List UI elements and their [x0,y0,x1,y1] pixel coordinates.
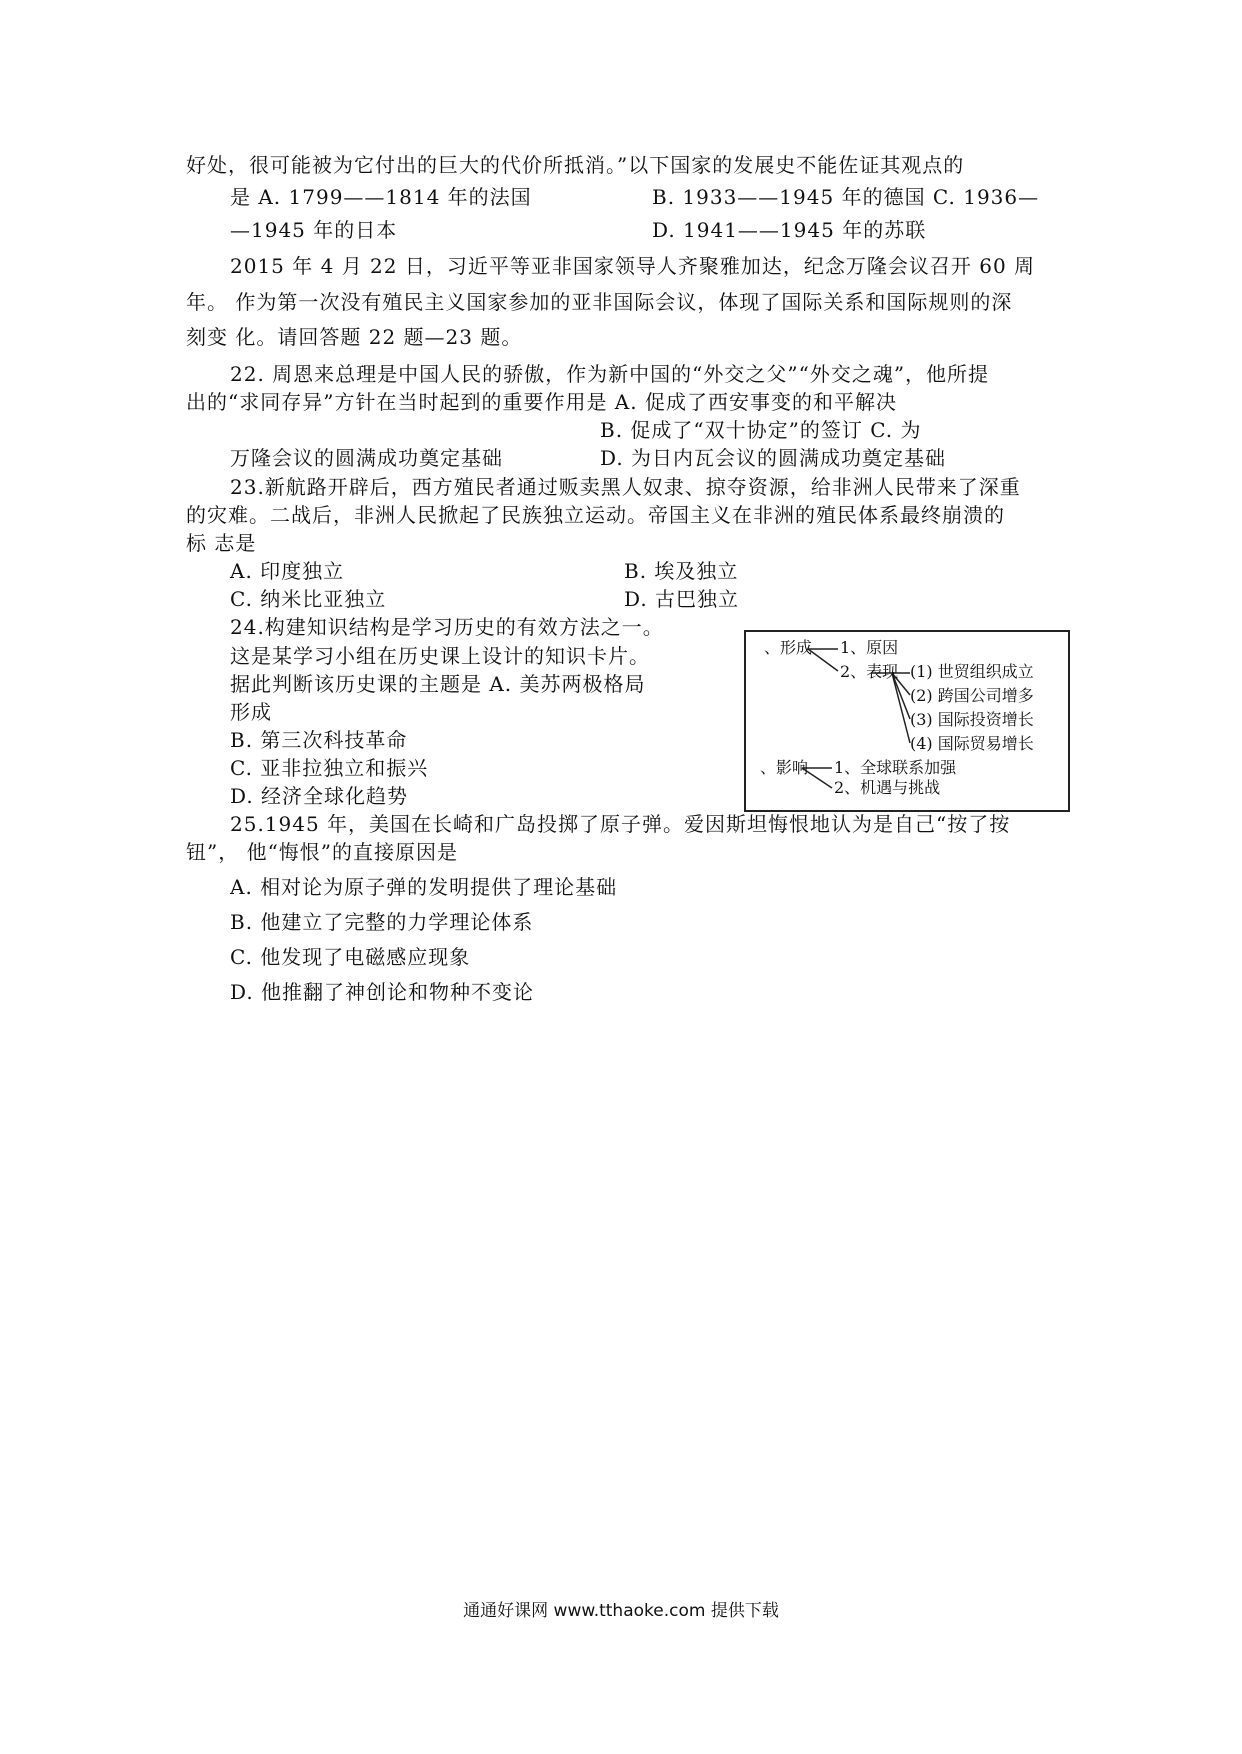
question-23: 标 志是 [186,531,257,555]
option-b: B. 埃及独立 [624,559,739,583]
option-b: B. 他建立了完整的力学理论体系 [230,910,534,934]
question-24: 24.构建知识结构是学习历史的有效方法之一。 [230,615,664,639]
diagram-node-manifestation: 2、表现 [840,662,899,681]
diagram-node-connection: 1、全球联系加强 [834,758,957,777]
passage-line: 年。 作为第一次没有殖民主义国家参加的亚非国际会议，体现了国际关系和国际规则的深 [186,290,1013,314]
diagram-subnode: (1) 世贸组织成立 [910,662,1034,681]
option-text: —1945 年的日本 [230,218,398,242]
question-22: 出的“求同存异”方针在当时起到的重要作用是 A. 促成了西安事变的和平解决 [186,390,897,414]
question-24: 这是某学习小组在历史课上设计的知识卡片。 [230,644,650,668]
option-text: 万隆会议的圆满成功奠定基础 [230,446,503,470]
option-text: B. 1933——1945 年的德国 C. 1936— [652,185,1040,209]
option-d: D. 他推翻了神创论和物种不变论 [230,980,535,1004]
text-line: 好处，很可能被为它付出的巨大的代价所抵消。”以下国家的发展史不能佐证其观点的 [186,153,965,177]
knowledge-card-diagram [744,630,1070,812]
option-text: B. 促成了“双十协定”的签订 C. 为 [600,418,922,442]
question-25: 25.1945 年，美国在长崎和广岛投掷了原子弹。爱因斯坦悔恨地认为是自己“按了按 [230,812,1011,836]
question-23: 23.新航路开辟后，西方殖民者通过贩卖黑人奴隶、掠夺资源，给非洲人民带来了深重 [230,475,1021,499]
option-c: C. 他发现了电磁感应现象 [230,945,471,969]
diagram-subnode: (3) 国际投资增长 [910,710,1034,729]
passage-line: 刻变 化。请回答题 22 题—23 题。 [186,325,523,349]
diagram-subnode: (4) 国际贸易增长 [910,734,1034,753]
option-a: A. 印度独立 [230,559,345,583]
option-b: B. 第三次科技革命 [230,728,408,752]
option-d: D. 古巴独立 [624,587,740,611]
diagram-node-formation: 、形成 [764,638,813,657]
passage-line: 2015 年 4 月 22 日，习近平等亚非国家领导人齐聚雅加达，纪念万隆会议召开 60 周 [230,254,1036,278]
option-d: D. 经济全球化趋势 [230,784,409,808]
question-22: 22. 周恩来总理是中国人民的骄傲，作为新中国的“外交之父”“外交之魂”，他所提 [230,362,990,386]
question-25: 钮”， 他“悔恨”的直接原因是 [186,840,459,864]
option-text: D. 为日内瓦会议的圆满成功奠定基础 [600,446,947,470]
diagram-subnode: (2) 跨国公司增多 [910,686,1034,705]
option-text: D. 1941——1945 年的苏联 [652,218,927,242]
diagram-node-cause: 1、原因 [840,638,899,657]
option-c: C. 亚非拉独立和振兴 [230,756,429,780]
option-c: C. 纳米比亚独立 [230,587,387,611]
diagram-node-opportunity: 2、机遇与挑战 [834,778,941,797]
option-a: A. 相对论为原子弹的发明提供了理论基础 [230,875,618,899]
option-text: 是 A. 1799——1814 年的法国 [230,185,532,209]
footer-watermark: 通通好课网 www.tthaoke.com 提供下载 [463,1601,779,1621]
diagram-node-impact: 、影响 [760,758,809,777]
question-24: 形成 [230,700,272,724]
question-23: 的灾难。二战后，非洲人民掀起了民族独立运动。帝国主义在非洲的殖民体系最终崩溃的 [186,503,1005,527]
question-24: 据此判断该历史课的主题是 A. 美苏两极格局 [230,672,646,696]
